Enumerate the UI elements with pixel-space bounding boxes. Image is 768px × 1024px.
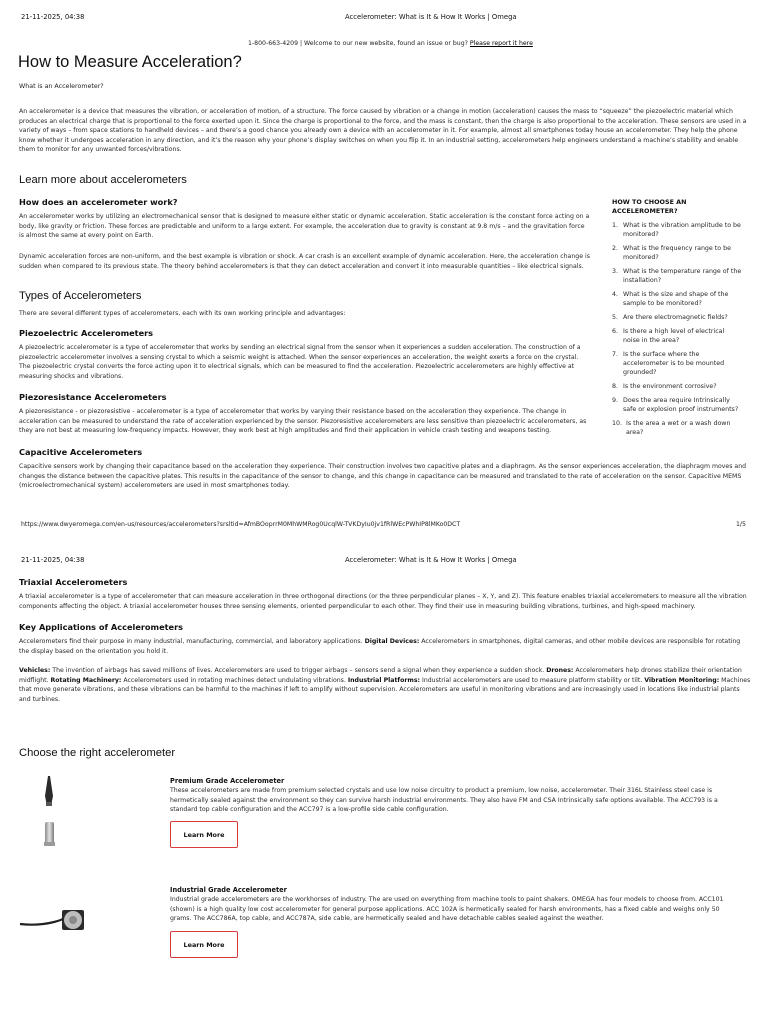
learn-more-heading: Learn more about accelerometers	[19, 174, 187, 186]
piezores-paragraph: A piezoresistance - or piezoresistive - accelerometer is a type of accelerometer that works by varying their resistance based on the acceleration they experience. The change in acceleration can be measured to understand the rate of acceleration experienced by the sensor. Piezoresistive accelerometers are less sensitive than piezoelectric accelerometers, as they are not best at measuring low-frequency impacts. However, they work best at high amplitudes and find their application in vehicle crash testing and weapons testing.	[19, 408, 587, 435]
print-doc-title: Accelerometer: What is It & How It Works | Omega	[345, 13, 517, 21]
sidebar-item: 6. Is there a high level of electrical noise in the area?	[612, 328, 725, 345]
choose-sidebar	[612, 198, 742, 442]
piezores-heading: Piezoresistance Accelerometers	[19, 392, 167, 402]
sidebar-title: HOW TO CHOOSE AN ACCELEROMETER?	[612, 198, 687, 215]
industrial-product-title: Industrial Grade Accelerometer	[170, 886, 287, 894]
choose-heading: Choose the right accelerometer	[19, 747, 176, 759]
piezo-heading: Piezoelectric Accelerometers	[19, 328, 154, 338]
sidebar-item: 7. Is the surface where the accelerometer is to be mounted grounded?	[612, 351, 725, 377]
print-datetime: 21-11-2025, 04:38	[21, 13, 85, 21]
sidebar-item: 9. Does the area require Intrinsically safe or explosion proof instruments?	[612, 397, 739, 414]
sidebar-item: 2. What is the frequency range to be monitored?	[612, 245, 732, 262]
industrial-accelerometer-image	[18, 888, 90, 960]
sidebar-item: 10. Is the area a wet or a wash down area?	[612, 420, 731, 437]
triaxial-paragraph: A triaxial accelerometer is a type of accelerometer that can measure acceleration in three orthogonal directions (or the three perpendicular planes – X, Y, and Z). This feature enables triaxial accelerometers to measure all the vibration components affecting the object. A triaxial accelerometer houses three sensing elements, oriented perpendicular to each other. They find their use in measuring building vibrations, turbines, and high-speed machinery.	[19, 593, 747, 610]
footer-url[interactable]: https://www.dwyeromega.com/en-us/resources/accelerometers?srsltid=AfmBOoprrM0MhWMRog0UcqlW-TVKDyIu0jv1fRlWEcPWhIP8lMKo0DCT	[21, 521, 461, 528]
top-banner	[248, 39, 533, 48]
page-subtitle: What is an Accelerometer?	[19, 83, 104, 90]
key-apps-paragraph-2: Vehicles: The invention of airbags has saved millions of lives. Accelerometers are used to trigger airbags – sensors send a signal when they experience a sudden shock. Drones: Accelerometers help drones stabilize their orientation midflight. Rotating Machinery: Accelerometers used in rotating machines detect undulating vibrations. Industrial Platforms: Industrial accelerometers are used to measure platform stability or tilt. Vibration Monitoring: Machines that move generate vibrations, and these vibrations can be harmful to the machines if left to amplify without supervision. Accelerometers are useful in monitoring vibrations and are increasingly used in locations like industrial plants and turbines.	[19, 667, 751, 703]
footer-page-number: 1/5	[736, 521, 746, 528]
premium-accelerometer-image	[24, 772, 94, 852]
sidebar-item: 5. Are there electromagnetic fields?	[612, 314, 728, 322]
sidebar-list	[612, 221, 742, 437]
types-intro: There are several different types of accelerometers, each with its own working principle and advantages:	[19, 310, 346, 317]
industrial-learn-more-button[interactable]: Learn More	[170, 931, 238, 958]
key-apps-heading: Key Applications of Accelerometers	[19, 622, 184, 632]
sidebar-item: 4. What is the size and shape of the sample to be monitored?	[612, 291, 729, 308]
capacitive-heading: Capacitive Accelerometers	[19, 447, 143, 457]
premium-product-text: These accelerometers are made from premium selected crystals and use low noise circuitry to product a premium, low noise, accelerometer. Their 316L Stainless steel case is hermetically sealed against the environment so they can survive harsh industrial environments. They also have FM and CSA Intrinsically safe options available. The ACC793 is a standard top cable configuration and the ACC797 is a low-profile side cable configuration.	[170, 787, 718, 814]
premium-learn-more-button[interactable]: Learn More	[170, 821, 238, 848]
banner-text: 1-800-663-4209 | Welcome to our new website, found an issue or bug?	[248, 40, 468, 47]
premium-product-title: Premium Grade Accelerometer	[170, 777, 285, 785]
sidebar-item: 1. What is the vibration amplitude to be monitored?	[612, 222, 741, 239]
sidebar-item: 3. What is the temperature range of the installation?	[612, 268, 742, 285]
triaxial-heading: Triaxial Accelerometers	[19, 577, 128, 587]
page-title: How to Measure Acceleration?	[18, 53, 242, 71]
types-heading: Types of Accelerometers	[19, 290, 142, 302]
piezo-paragraph: A piezoelectric accelerometer is a type of accelerometer that works by sending an electrical signal from the sensor when it experiences a sudden acceleration. The construction of a piezoelectric accelerometer involves a sensing crystal to which a seismic weight is attached. When the sensor experiences an acceleration, the weight exerts a force on the crystal. The piezoelectric crystal converts the force acting upon it to electrical signals, which can be measured to find the acceleration. Piezoelectric accelerometers are highly effective at measuring shocks and vibrations.	[19, 344, 581, 380]
capacitive-paragraph: Capacitive sensors work by changing their capacitance based on the acceleration they experience. Their construction involves two capacitive plates and a diaphragm. As the sensor experiences acceleration, the diaphragm moves and changes the distance between the capacitive plates. This results in the capacitance of the sensor to change, and this change in capacitance can be measured and translated to the rate of acceleration on the sensor. Capacitive MEMS (microelectromechanical system) accelerometers are used in most smartphones today.	[19, 463, 747, 490]
intro-paragraph: An accelerometer is a device that measures the vibration, or acceleration of motion, of a structure. The force caused by vibration or a change in motion (acceleration) causes the mass to “squeeze” the piezoelectric material which produces an electrical charge that is proportional to the force exerted upon it. Since the charge is proportional to the force, and the mass is constant, then the charge is also proportional to the acceleration. These sensors are used in a variety of ways – from space stations to handheld devices – and there’s a good chance you already own a device with an accelerometer in it. For example, almost all smartphones today house an accelerometer. They help the phone know whether it undergoes acceleration in any direction, and it’s the reason why your phone’s display switches on when you flip it. In an industrial setting, accelerometers help engineers understand a machine’s stability and enable them to monitor for any unwanted forces/vibrations.	[19, 108, 747, 154]
sidebar-item: 8. Is the environment corrosive?	[612, 383, 717, 391]
how-paragraph-1: An accelerometer works by utilizing an electromechanical sensor that is designed to measure either static or dynamic acceleration. Static acceleration is the constant force acting on a body, like gravity or friction. These forces are predictable and uniform to a large extent. For example, the acceleration due to gravity is constant at 9.8 m/s – and the gravitation force is almost the same at every point on Earth.	[19, 213, 590, 240]
print-datetime-2: 21-11-2025, 04:38	[21, 556, 85, 564]
how-paragraph-2: Dynamic acceleration forces are non-uniform, and the best example is vibration or shock. A car crash is an excellent example of dynamic acceleration. Here, the acceleration change is sudden when compared to its previous state. The theory behind accelerometers is that they can detect acceleration and convert it into measurable quantities – like electrical signals.	[19, 253, 590, 270]
report-issue-link[interactable]: Please report it here	[469, 40, 533, 47]
how-heading: How does an accelerometer work?	[19, 197, 178, 207]
print-doc-title-2: Accelerometer: What is It & How It Works | Omega	[345, 556, 517, 564]
industrial-product-text: Industrial grade accelerometers are the workhorses of industry. The are used on everything from machine tools to paint shakers. OMEGA has four models to choose from. ACC101 (shown) is a high quality low cost accelerometer for general purpose applications. ACC 102A is hermetically sealed for harsh environments, has a fixed cable and weighs only 50 grams. The ACC786A, top cable, and ACC787A, side cable, are hermetically sealed and have detachable cables sealed against the weather.	[170, 896, 724, 923]
key-apps-paragraph-1: Accelerometers find their purpose in many industrial, manufacturing, commercial, and laboratory applications. Digital Devices: Accelerometers in smartphones, digital cameras, and other mobile devices are responsible for rotating the display based on the orientation you hold it.	[19, 638, 741, 655]
